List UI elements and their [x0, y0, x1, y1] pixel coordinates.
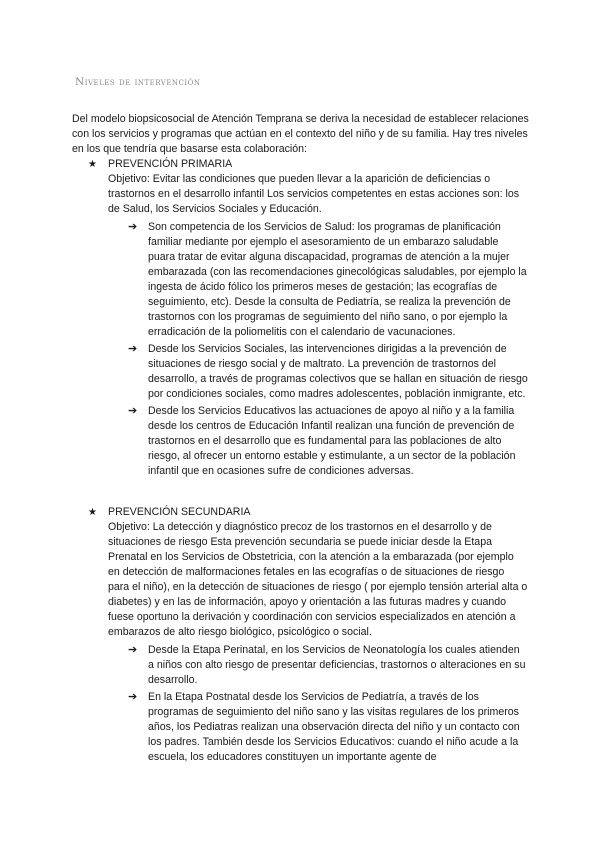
level-heading-row [88, 157, 528, 172]
arrow-right-icon: ➔ [128, 644, 138, 656]
level-primary [88, 157, 528, 479]
list-item [128, 643, 528, 688]
arrow-right-icon: ➔ [128, 343, 138, 355]
level-items [88, 643, 528, 765]
intro-paragraph: Del modelo biopsicosocial de Atención Temprana se deriva la necesidad de establecer relaciones con los servicios y programas que actúan en el contexto del niño y de su familia. Hay tres niveles en los que tendría que basarse esta colaboración: [72, 113, 529, 155]
level-heading: PREVENCIÓN SECUNDARIA [108, 506, 251, 518]
star-bullet-icon: ★ [88, 507, 97, 518]
page-title: Niveles de intervención [75, 76, 201, 88]
level-heading: PREVENCIÓN PRIMARIA [108, 158, 233, 170]
level-heading-row [88, 505, 528, 520]
arrow-right-icon: ➔ [128, 405, 138, 417]
list-item [128, 220, 528, 340]
star-bullet-icon: ★ [88, 159, 97, 170]
level-objective: Objetivo: La detección y diagnóstico precoz de los trastornos en el desarrollo y de situaciones de riesgo Esta prevención secundaria se puede iniciar desde la Etapa Prenatal en los Servicios de Obstetricia, con la atención a la embarazada (por ejemplo en detección de malformaciones fetales en las ecografías o de situaciones de riesgo para el niño), en la detección de situaciones de riesgo ( por ejemplo tensión arterial alta o diabetes) y en las de información, apoyo y orientación a las futuras madres y cuando fuese oportuno la derivación y coordinación con servicios especializados en atención a embarazos de alto riesgo biológico, psicológico o social. [108, 521, 528, 638]
arrow-right-icon: ➔ [128, 691, 138, 703]
list-item-text: Desde la Etapa Perinatal, en los Servicios de Neonatología los cuales atienden a niños con alto riesgo de presentar deficiencias, trastornos o alteraciones en su desarrollo. [148, 644, 526, 686]
list-item [128, 690, 528, 765]
list-item-text: En la Etapa Postnatal desde los Servicios de Pediatría, a través de los programas de seguimiento del niño sano y las visitas regulares de los primeros años, los Pediatras realizan una observación directa del niño y un contacto con los padres. También desde los Servicios Educativos: cuando el niño acude a la escuela, los educadores constituyen un importante agente de [148, 691, 520, 763]
list-item [128, 404, 528, 479]
list-item-text: Son competencia de los Servicios de Salud: los programas de planificación familiar mediante por ejemplo el asesoramiento de un embarazo saludable puara tratar de evitar alguna discapacidad, programas de atención a la mujer embarazada (con las recomendaciones ginecológicas saludables, por ejemplo la ingesta de ácido fólico los primeros meses de gestación; las ecografías de seguimiento, etc). Desde la consulta de Pediatría, se realiza la prevención de trastornos con los programas de seguimiento del niño sano, o por ejemplo la erradicación de la poliomelitis con el calendario de vacunaciones. [148, 221, 527, 338]
level-items [88, 220, 528, 479]
list-item [128, 342, 528, 402]
level-objective: Objetivo: Evitar las condiciones que pueden llevar a la aparición de deficiencias o trastornos en el desarrollo infantil Los servicios competentes en estas acciones son: los de Salud, los Servicios Sociales y Educación. [108, 173, 520, 215]
level-secondary [88, 505, 528, 765]
list-item-text: Desde los Servicios Sociales, las intervenciones dirigidas a la prevención de situaciones de riesgo social y de maltrato. La prevención de trastornos del desarrollo, a través de programas colectivos que se hallan en situación de riesgo por condiciones sociales, como madres adolescentes, población inmigrante, etc. [148, 343, 528, 400]
arrow-right-icon: ➔ [128, 221, 138, 233]
list-item-text: Desde los Servicios Educativos las actuaciones de apoyo al niño y a la familia desde los centros de Educación Infantil realizan una función de prevención de trastornos en el desarrollo que es fundamental para las poblaciones de alto riesgo, al ofrecer un entorno estable y estimulante, a un sector de la población infantil que en ocasiones sufre de condiciones adversas. [148, 405, 516, 477]
